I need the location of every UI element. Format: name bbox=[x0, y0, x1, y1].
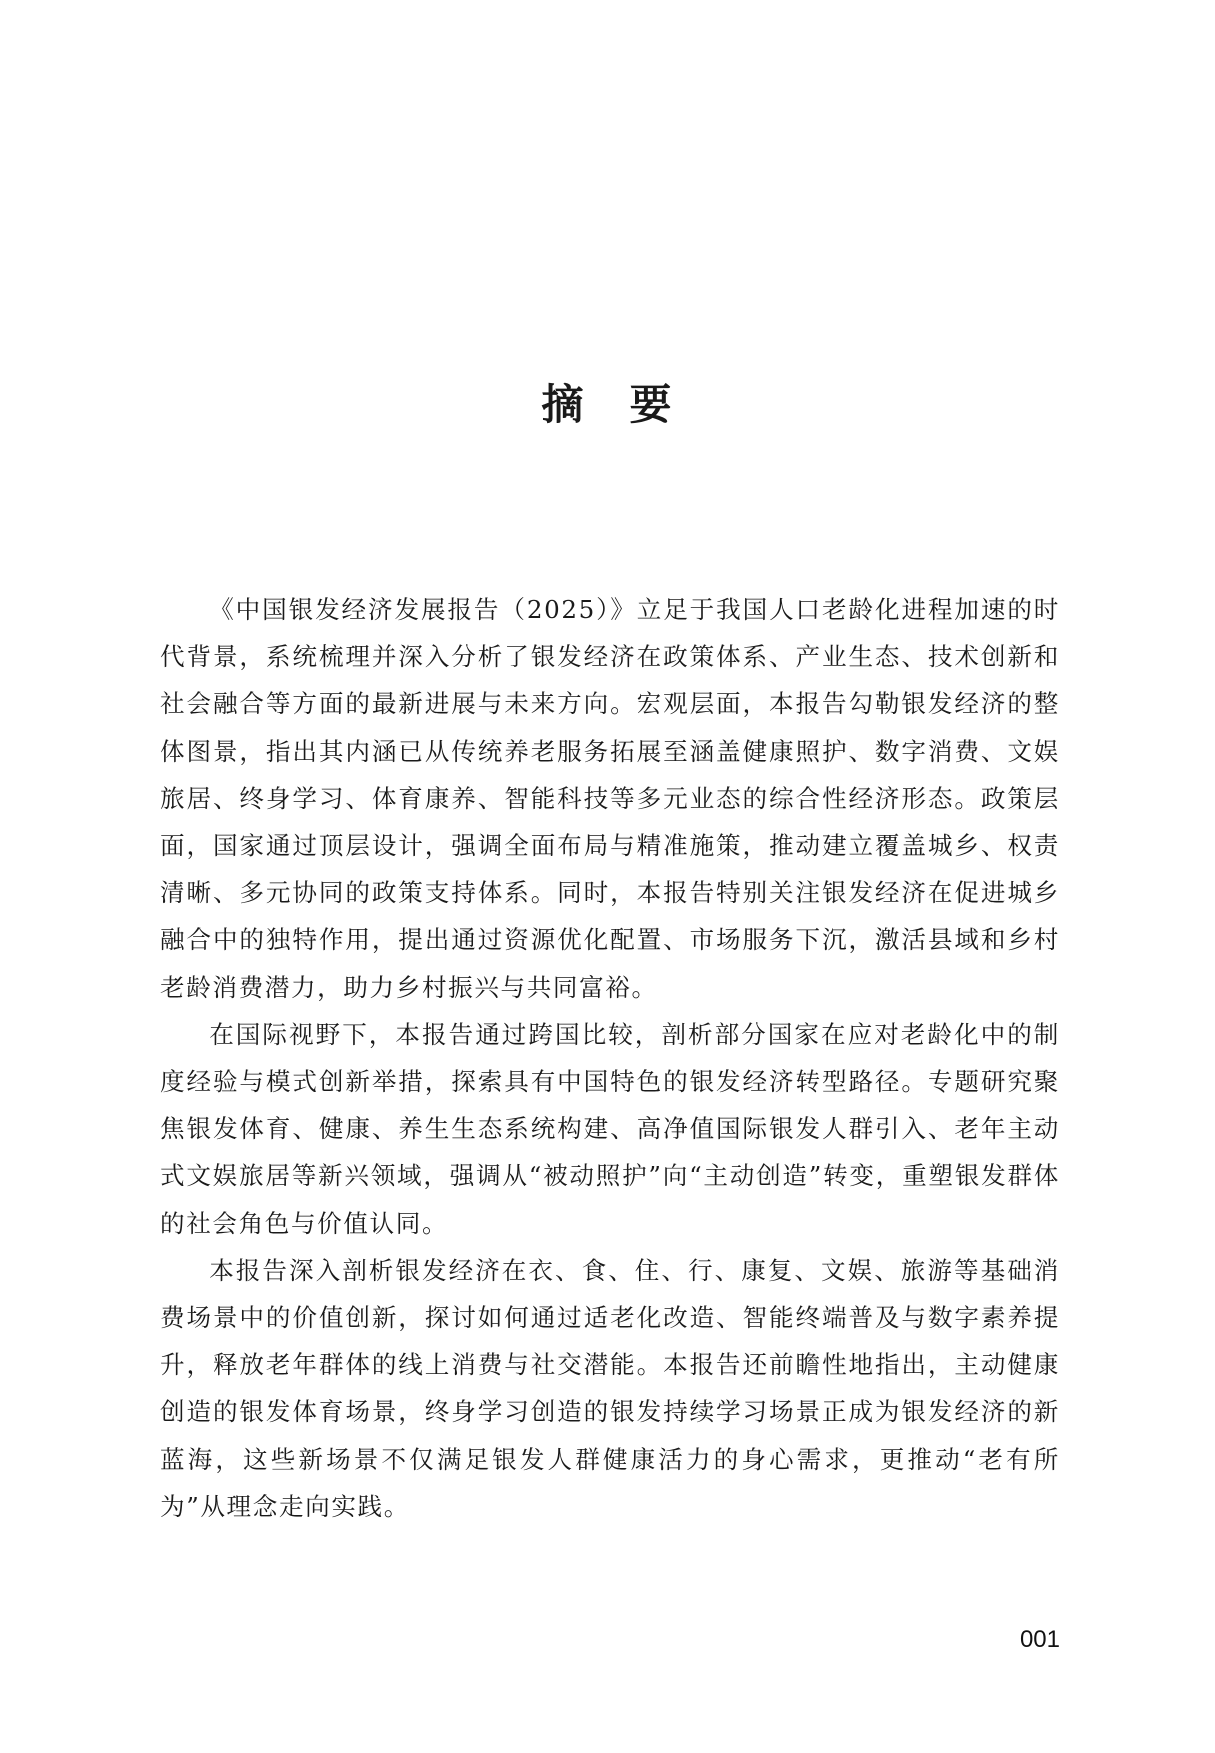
title-char-2: 要 bbox=[629, 380, 674, 429]
abstract-body bbox=[160, 586, 1060, 1530]
paragraph-2: 在国际视野下，本报告通过跨国比较，剖析部分国家在应对老龄化中的制度经验与模式创新举措，探索具有中国特色的银发经济转型路径。专题研究聚焦银发体育、健康、养生生态系统构建、高净值国际银发人群引入、老年主动式文娱旅居等新兴领域，强调从“被动照护”向“主动创造”转变，重塑银发群体的社会角色与价值认同。 bbox=[160, 1019, 1060, 1238]
paragraph-1: 《中国银发经济发展报告（2025）》立足于我国人口老龄化进程加速的时代背景，系统梳理并深入分析了银发经济在政策体系、产业生态、技术创新和社会融合等方面的最新进展与未来方向。宏观层面，本报告勾勒银发经济的整体图景，指出其内涵已从传统养老服务拓展至涵盖健康照护、数字消费、文娱旅居、终身学习、体育康养、智能科技等多元业态的综合性经济形态。政策层面，国家通过顶层设计，强调全面布局与精准施策，推动建立覆盖城乡、权责清晰、多元协同的政策支持体系。同时，本报告特别关注银发经济在促进城乡融合中的独特作用，提出通过资源优化配置、市场服务下沉，激活县域和乡村老龄消费潜力，助力乡村振兴与共同富裕。 bbox=[160, 595, 1060, 1002]
title-char-1: 摘 bbox=[541, 380, 586, 429]
page-number: 001 bbox=[1019, 1626, 1060, 1653]
paragraph-3: 本报告深入剖析银发经济在衣、食、住、行、康复、文娱、旅游等基础消费场景中的价值创新，探讨如何通过适老化改造、智能终端普及与数字素养提升，释放老年群体的线上消费与社交潜能。本报告还前瞻性地指出，主动健康创造的银发体育场景，终身学习创造的银发持续学习场景正成为银发经济的新蓝海，这些新场景不仅满足银发人群健康活力的身心需求，更推动“老有所为”从理念走向实践。 bbox=[160, 1255, 1060, 1521]
page-title bbox=[0, 372, 1215, 432]
